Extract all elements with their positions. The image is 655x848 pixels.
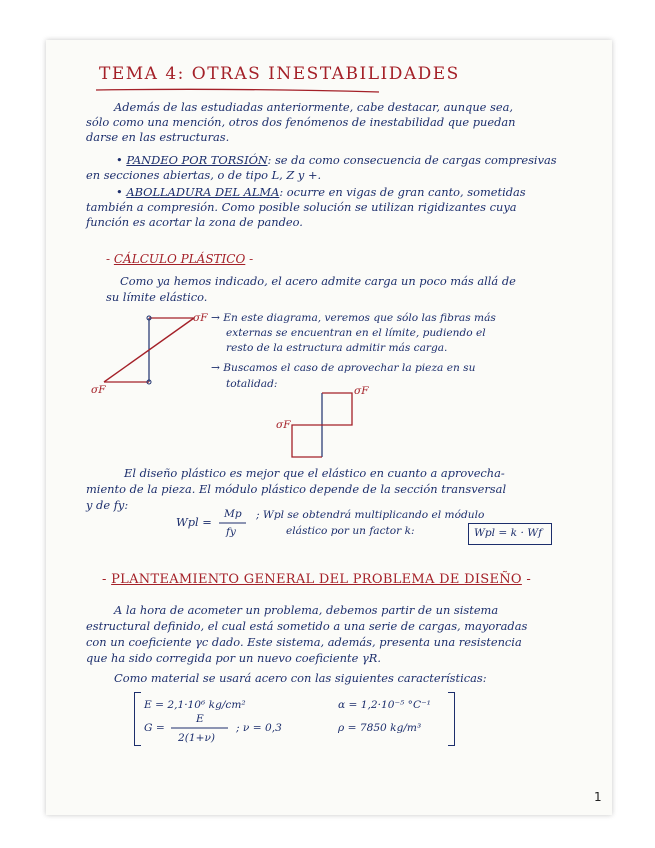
formula-note-2: elástico por un factor k:: [286, 525, 415, 537]
abolladura-line-2: también a compresión. Como posible solución se utilizan rigidizantes cuya: [86, 200, 517, 214]
notebook-page: [46, 40, 612, 815]
formula-numerator: Mp: [224, 508, 242, 520]
intro-line-3: darse en las estructuras.: [86, 130, 230, 144]
planteamiento-heading: - PLANTEAMIENTO GENERAL DEL PROBLEMA DE DISEÑO -: [102, 572, 532, 587]
prop-thermal-expansion: α = 1,2·10⁻⁵ °C⁻¹: [338, 699, 431, 711]
sigma-f-label-plastic-left: σF: [276, 419, 291, 431]
prop-shear-denominator: 2(1+ν): [178, 732, 216, 744]
calculo-heading: - CÁLCULO PLÁSTICO -: [106, 252, 254, 266]
diagram-note-2: externas se encuentran en el límite, pudiendo el: [226, 327, 486, 339]
left-bracket: [134, 692, 141, 746]
diagram-note-1: → En este diagrama, veremos que sólo las fibras más: [211, 312, 496, 324]
right-bracket: [448, 692, 455, 746]
plastic-stress-diagram: [286, 385, 366, 465]
sigma-f-label-top: σF: [193, 312, 208, 324]
diagram-note-5: totalidad:: [226, 378, 278, 390]
abolladura-line-3: función es acortar la zona de pandeo.: [86, 215, 303, 229]
prop-shear-fraction-bar: [170, 726, 230, 730]
intro-line-1: Además de las estudiadas anteriormente, cabe destacar, aunque sea,: [114, 100, 514, 114]
pandeo-heading: PANDEO POR TORSIÓN: [126, 153, 268, 167]
bullet-pandeo: • PANDEO POR TORSIÓN: se da como consecuencia de cargas compresivas: [116, 153, 557, 167]
diagram-note-4: → Buscamos el caso de aprovechar la pieza en su: [211, 362, 476, 374]
intro-line-2: sólo como una mención, otros dos fenómenos de inestabilidad que puedan: [86, 115, 516, 129]
diagram-note-3: resto de la estructura admitir más carga.: [226, 342, 448, 354]
formula-note-1: ; Wpl se obtendrá multiplicando el módulo: [256, 509, 485, 521]
page-title: TEMA 4: OTRAS INESTABILIDADES: [99, 64, 460, 84]
formula-denominator: fy: [226, 526, 236, 538]
calculo-line-2: su límite elástico.: [106, 290, 208, 304]
formula-fraction-bar: [218, 521, 248, 525]
prop-density: ρ = 7850 kg/m³: [338, 722, 422, 734]
prop-shear-lhs: G =: [144, 722, 165, 734]
page-number: 1: [594, 790, 602, 804]
planteamiento-line-3: con un coeficiente γc dado. Este sistema, además, presenta una resistencia: [86, 635, 522, 649]
plastic-para-2: miento de la pieza. El módulo plástico depende de la sección transversal: [86, 482, 507, 496]
pandeo-line-2: en secciones abiertas, o de tipo L, Z y +.: [86, 168, 322, 182]
plastic-para-3: y de fy:: [86, 498, 129, 512]
sigma-f-label-plastic-top: σF: [354, 385, 369, 397]
planteamiento-line-4: que ha sido corregida por un nuevo coeficiente γR.: [86, 651, 381, 665]
sigma-f-label-bottom: σF: [91, 384, 106, 396]
planteamiento-line-5: Como material se usará acero con las siguientes características:: [114, 671, 487, 685]
abolladura-text: : ocurre en vigas de gran canto, sometidas: [279, 185, 526, 199]
title-underline: [94, 87, 384, 95]
formula-lhs: Wpl =: [176, 515, 212, 529]
abolladura-heading: ABOLLADURA DEL ALMA: [126, 185, 280, 199]
bullet-abolladura: • ABOLLADURA DEL ALMA: ocurre en vigas de gran canto, sometidas: [116, 185, 526, 199]
planteamiento-line-1: A la hora de acometer un problema, debemos partir de un sistema: [114, 603, 499, 617]
elastic-stress-diagram: [94, 312, 204, 392]
plastic-para-1: El diseño plástico es mejor que el elástico en cuanto a aprovecha-: [124, 466, 505, 480]
planteamiento-line-2: estructural definido, el cual está sometido a una serie de cargas, mayoradas: [86, 619, 528, 633]
prop-shear-numerator: E: [196, 713, 204, 725]
prop-young-modulus: E = 2,1·10⁶ kg/cm²: [144, 699, 246, 711]
pandeo-text: : se da como consecuencia de cargas compresivas: [267, 153, 557, 167]
calculo-line-1: Como ya hemos indicado, el acero admite carga un poco más allá de: [120, 274, 516, 288]
prop-poisson: ; ν = 0,3: [236, 722, 282, 734]
boxed-formula: Wpl = k · Wf: [474, 527, 543, 539]
